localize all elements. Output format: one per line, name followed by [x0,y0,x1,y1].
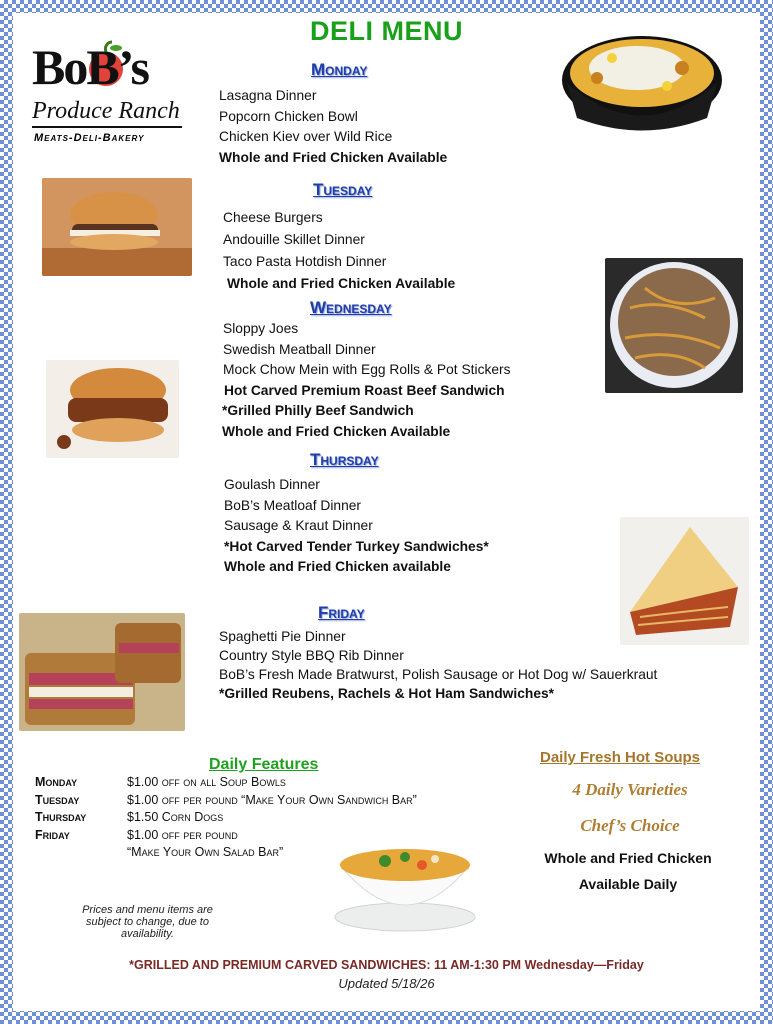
menu-item: *Grilled Reubens, Rachels & Hot Ham Sandwiches* [219,686,555,701]
day-heading-monday: Monday [311,60,368,79]
note-line: Prices and menu items are [82,904,213,916]
features-heading: Daily Features [209,756,319,773]
menu-item: Andouille Skillet Dinner [223,232,365,247]
menu-item: BoB’s Fresh Made Bratwurst, Polish Sausage or Hot Dog w/ Sauerkraut [219,667,658,682]
menu-item: Cheese Burgers [223,210,323,225]
menu-item: Country Style BBQ Rib Dinner [219,648,404,663]
feature-row [35,809,417,827]
day-heading-wednesday: Wednesday [310,298,392,317]
monday-items [219,86,447,168]
soups-varieties: 4 Daily Varieties [572,780,688,799]
feature-text: $1.50 Corn Dogs [127,810,224,824]
cheeseburger-image [42,178,192,276]
thursday-items [224,475,489,578]
logo-divider [32,126,182,128]
menu-item: Hot Carved Premium Roast Beef Sandwich [224,382,505,398]
feature-row [35,792,417,810]
logo-brand: BoB’s [32,39,148,95]
logo-tagline: Meats-Deli-Bakery [34,132,145,144]
footer-hours: *GRILLED AND PREMIUM CARVED SANDWICHES: 11 AM-1:30 PM Wednesday—Friday [129,958,644,972]
logo-name: Produce Ranch [32,98,180,124]
menu-item: Swedish Meatball Dinner [223,341,376,357]
page-title: DELI MENU [310,16,463,46]
feature-text: “Make Your Own Salad Bar” [127,845,284,859]
wednesday-items [223,319,511,442]
chow-mein-image [605,258,743,393]
menu-item: Whole and Fried Chicken available [224,559,451,574]
feature-row [35,827,417,845]
reuben-sandwiches-image [19,613,185,731]
feature-row [35,844,417,862]
feature-day: Monday [35,775,78,789]
note-line: availability. [121,928,174,940]
price-note [60,904,235,940]
popcorn-chicken-bowl-image [557,28,727,136]
day-heading-friday: Friday [318,603,365,622]
feature-text: $1.00 off per pound [127,827,238,842]
menu-item: Sloppy Joes [223,321,299,336]
day-heading-thursday: Thursday [310,450,379,469]
menu-item: *Grilled Philly Beef Sandwich [222,403,414,418]
feature-text: $1.00 off on all Soup Bowls [127,775,286,789]
features-list [35,774,417,862]
menu-item: Spaghetti Pie Dinner [219,629,346,644]
sloppy-joe-image [46,360,179,458]
menu-item: Chicken Kiev over Wild Rice [219,129,393,144]
friday-items [219,627,657,703]
updated-date: Updated 5/18/26 [338,976,435,991]
menu-item: Whole and Fried Chicken Available [219,149,448,165]
day-heading-tuesday: Tuesday [313,180,373,199]
feature-day: Thursday [35,810,87,824]
menu-item: Whole and Fried Chicken Available [227,276,456,291]
soups-chicken: Whole and Fried Chicken [544,850,712,866]
menu-item: Taco Pasta Hotdish Dinner [223,254,387,269]
menu-item: Goulash Dinner [224,477,320,492]
feature-day: Tuesday [35,792,80,807]
menu-item: Whole and Fried Chicken Available [222,423,451,439]
menu-item: Mock Chow Mein with Egg Rolls & Pot Stickers [223,362,511,377]
feature-day: Friday [35,827,70,842]
menu-item: Popcorn Chicken Bowl [219,108,358,124]
tuesday-items [223,207,455,295]
spaghetti-pie-image [620,517,749,645]
logo [30,36,190,156]
menu-item: BoB’s Meatloaf Dinner [224,497,362,513]
soups-available: Available Daily [578,876,678,892]
note-line: subject to change, due to [86,916,209,928]
menu-item: Sausage & Kraut Dinner [224,518,373,533]
feature-row [35,774,417,792]
soups-chefs-choice: Chef’s Choice [580,816,680,835]
feature-text: $1.00 off per pound “Make Your Own Sandwich Bar” [127,792,417,807]
menu-item: *Hot Carved Tender Turkey Sandwiches* [224,538,489,554]
menu-item: Lasagna Dinner [219,88,317,103]
soups-heading: Daily Fresh Hot Soups [540,749,701,766]
